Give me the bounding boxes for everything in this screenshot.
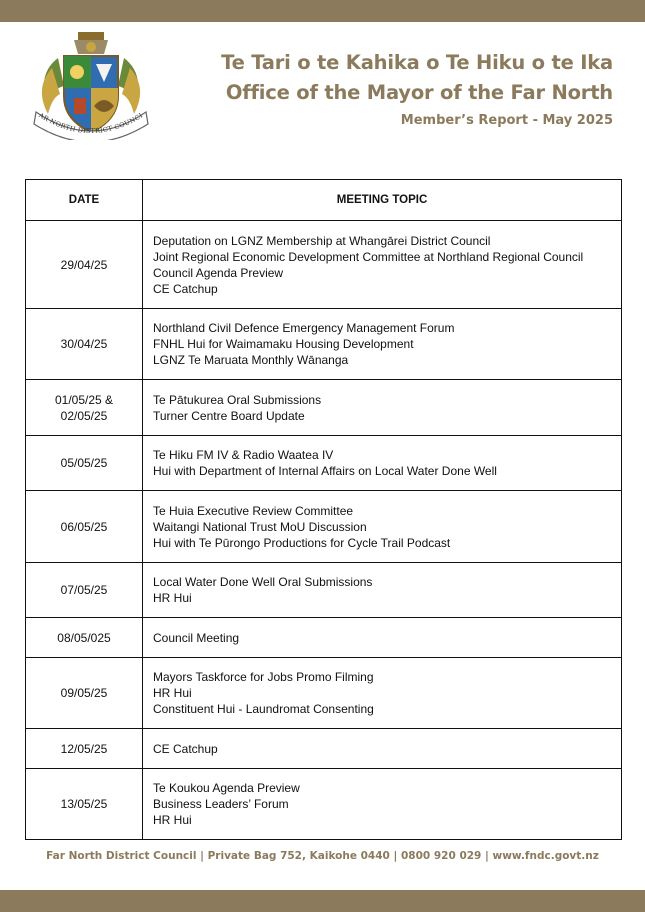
meeting-topic-item: Constituent Hui - Laundromat Consenting [153,702,374,716]
top-band [0,0,645,22]
meeting-topic-item: Te Huia Executive Review Committee [153,503,354,518]
meetings-table [25,179,622,840]
meeting-date [26,436,143,491]
meeting-topic-item: Hui with Department of Internal Affairs on Local Water Done Well [153,464,497,478]
meeting-topic-item: Te Hiku FM IV & Radio Waatea IV [153,448,334,462]
table-row [26,658,622,729]
header-meeting-topic: MEETING TOPIC [143,180,622,221]
meeting-topics [143,436,622,491]
meeting-topic-item: CE Catchup [153,741,218,756]
meeting-topic-item: FNHL Hui for Waimamaku Housing Development [153,337,414,351]
date-text: 05/05/25 [60,456,108,470]
bottom-band [0,890,645,912]
meeting-topic-item: Turner Centre Board Update [153,408,305,423]
meeting-topic-item: Waitangi National Trust MoU Discussion [153,519,367,534]
meeting-topic-item: CE Catchup [153,281,218,296]
meeting-date [26,309,143,380]
svg-text:FAR NORTH DISTRICT COUNCIL: AR NORTH DISTRICT COUNCI [37,111,145,136]
table-row [26,309,622,380]
meeting-topics [143,221,622,309]
meeting-date [26,221,143,309]
table-row [26,729,622,769]
meeting-topics [143,769,622,840]
meeting-topics [143,729,622,769]
table-row [26,491,622,563]
meeting-topic-item: HR Hui [153,813,192,827]
meeting-topic-item: Deputation on LGNZ Membership at Whangārei District Council [153,233,491,248]
title-english: Office of the Mayor of the Far North [225,81,613,104]
table-header-row [26,180,622,221]
date-text: 09/05/25 [60,686,108,700]
header-date: DATE [26,180,143,221]
meeting-topics [143,618,622,658]
meeting-topic-item: LGNZ Te Maruata Monthly Wānanga [153,353,349,367]
meeting-topic-item: HR Hui [153,686,192,700]
meeting-topic-item: HR Hui [153,591,192,605]
date-text: 12/05/25 [60,741,108,756]
meeting-topic-item: Northland Civil Defence Emergency Management Forum [153,321,455,335]
table-row [26,221,622,309]
date-text: 01/05/25 & [54,392,114,407]
table-row [26,563,622,618]
date-text: 06/05/25 [60,519,108,534]
meeting-date [26,618,143,658]
meeting-date [26,380,143,436]
meeting-date [26,491,143,563]
meeting-topic-item: Council Meeting [153,630,240,645]
meeting-date [26,563,143,618]
meeting-date [26,658,143,729]
meeting-date [26,769,143,840]
table-row [26,769,622,840]
date-text: 08/05/025 [57,630,111,645]
meeting-topic-item: Local Water Done Well Oral Submissions [153,575,373,589]
table-row [26,380,622,436]
date-text: 30/04/25 [60,337,108,351]
meeting-topics [143,658,622,729]
meeting-topic-item: Council Agenda Preview [153,265,284,280]
title-maori: Te Tari o te Kahika o Te Hiku o te Ika [221,51,613,74]
date-text: 02/05/25 [60,408,108,423]
table-row [26,436,622,491]
meeting-topic-item: Hui with Te Pūrongo Productions for Cycle Trail Podcast [153,535,451,550]
meeting-date [26,729,143,769]
meeting-topic-item: Te Pātukurea Oral Submissions [153,392,322,407]
date-text: 13/05/25 [60,797,108,811]
meeting-topics [143,563,622,618]
date-text: 29/04/25 [60,257,108,272]
footer-contact: Far North District Council | Private Bag 752, Kaikohe 0440 | 0800 920 029 | www.fndc.govt.nz [46,850,599,862]
report-subtitle: Member’s Report - May 2025 [400,113,613,128]
meeting-topics [143,491,622,563]
meeting-topic-item: Mayors Taskforce for Jobs Promo Filming [153,670,374,684]
date-text: 07/05/25 [60,583,108,597]
report-heading [221,48,613,132]
table-row [26,618,622,658]
council-crest-logo [30,28,152,140]
meeting-topic-item: Te Koukou Agenda Preview [153,781,300,795]
meeting-topics [143,309,622,380]
meeting-topic-item: Business Leaders’ Forum [153,797,289,811]
meeting-topics [143,380,622,436]
meeting-topic-item: Joint Regional Economic Development Committee at Northland Regional Council [153,249,584,264]
